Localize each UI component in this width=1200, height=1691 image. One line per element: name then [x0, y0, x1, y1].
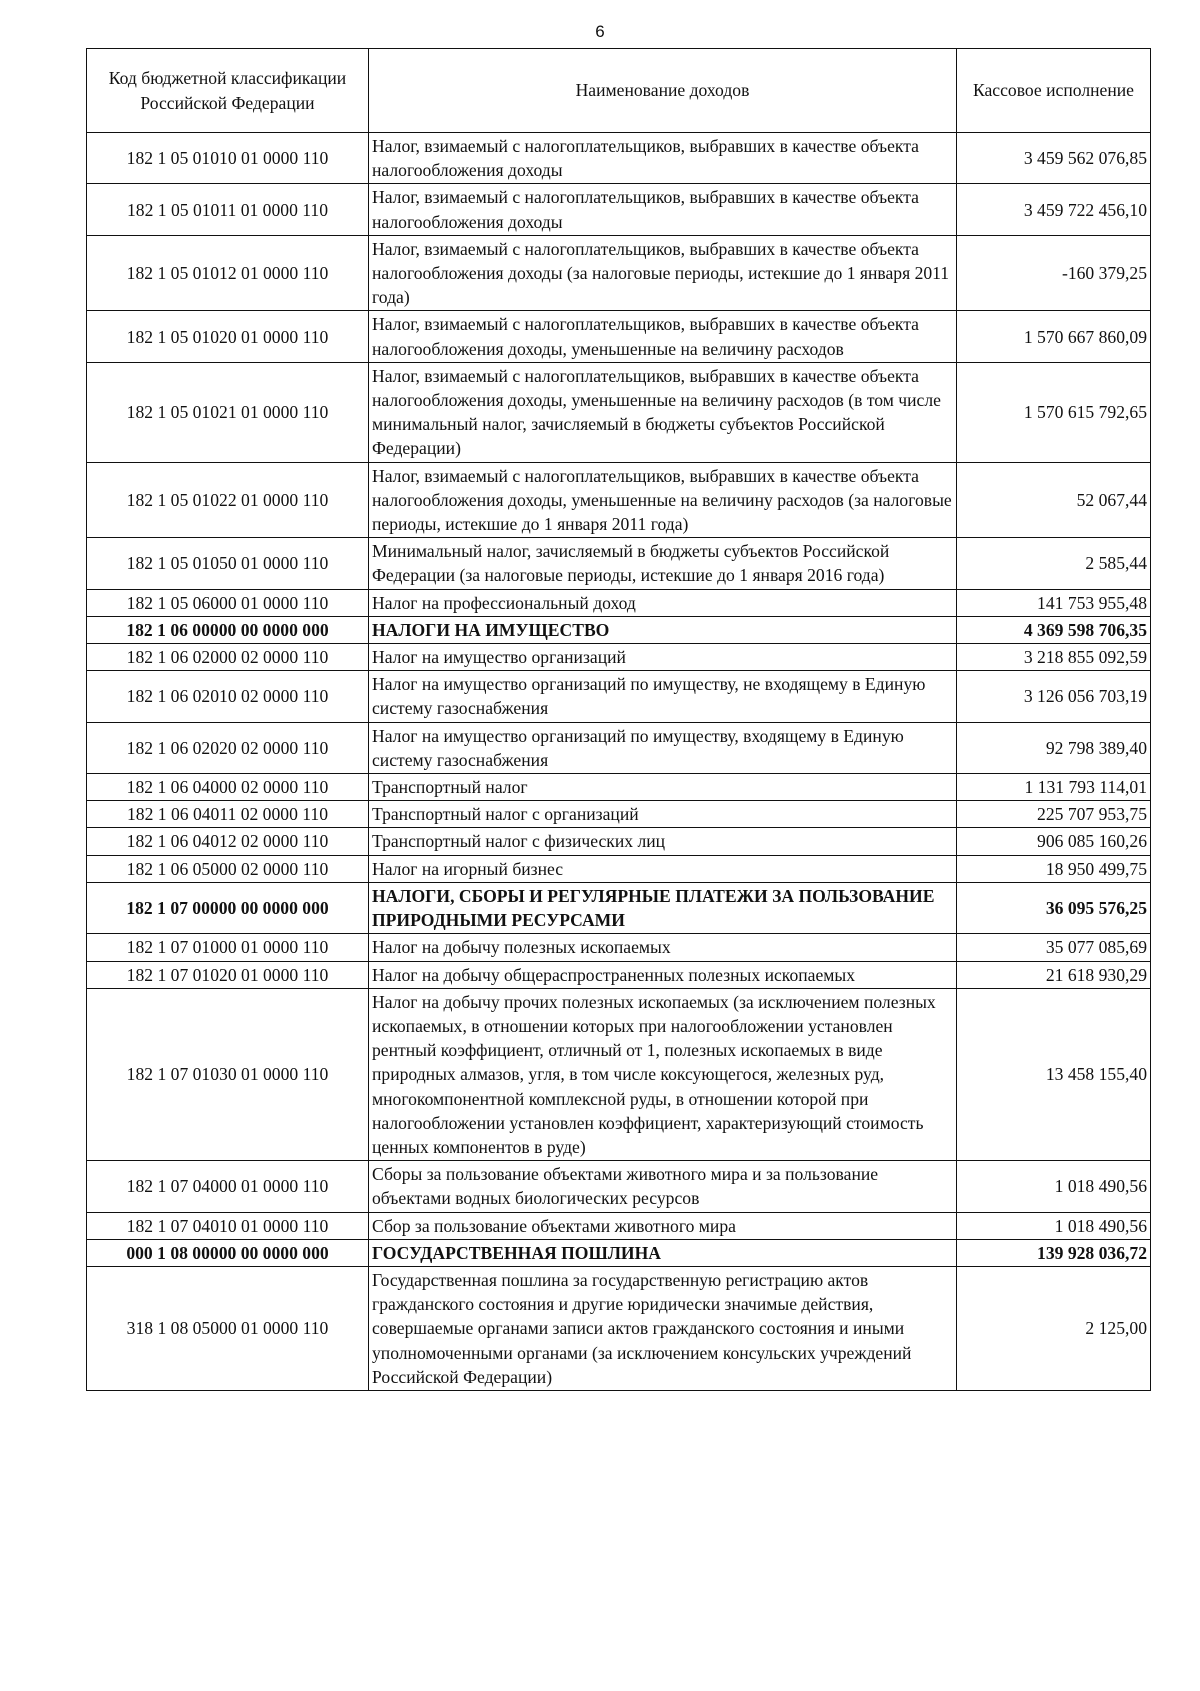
page-number: 6	[595, 22, 605, 41]
table-row	[87, 722, 1151, 773]
table-row	[87, 855, 1151, 882]
row-code: 182 1 05 01012 01 0000 110	[87, 235, 369, 311]
row-code: 182 1 07 01030 01 0000 110	[87, 988, 369, 1160]
row-code: 318 1 08 05000 01 0000 110	[87, 1266, 369, 1390]
row-code: 182 1 06 00000 00 0000 000	[87, 616, 369, 643]
row-amount: 141 753 955,48	[957, 589, 1151, 616]
table-row	[87, 1212, 1151, 1239]
row-amount: 21 618 930,29	[957, 961, 1151, 988]
row-name: Налог на профессиональный доход	[369, 589, 957, 616]
row-code: 182 1 06 04000 02 0000 110	[87, 774, 369, 801]
row-amount: 36 095 576,25	[957, 882, 1151, 933]
table-row	[87, 1266, 1151, 1390]
row-name: НАЛОГИ, СБОРЫ И РЕГУЛЯРНЫЕ ПЛАТЕЖИ ЗА ПОЛЬЗОВАНИЕ ПРИРОДНЫМИ РЕСУРСАМИ	[369, 882, 957, 933]
table-row	[87, 589, 1151, 616]
row-name: Налог, взимаемый с налогоплательщиков, выбравших в качестве объекта налогообложения доходы, уменьшенные на величину расходов	[369, 311, 957, 362]
header-code: Код бюджетной классификации Российской Федерации	[87, 49, 369, 133]
table-row	[87, 616, 1151, 643]
row-name: Налог на имущество организаций	[369, 644, 957, 671]
row-code: 182 1 05 01020 01 0000 110	[87, 311, 369, 362]
table-row	[87, 644, 1151, 671]
row-name: Транспортный налог с физических лиц	[369, 828, 957, 855]
row-amount: 92 798 389,40	[957, 722, 1151, 773]
row-code: 182 1 07 04000 01 0000 110	[87, 1161, 369, 1212]
row-amount: 1 018 490,56	[957, 1212, 1151, 1239]
row-code: 000 1 08 00000 00 0000 000	[87, 1239, 369, 1266]
row-name: Налог на имущество организаций по имуществу, входящему в Единую систему газоснабжения	[369, 722, 957, 773]
row-name: Государственная пошлина за государственную регистрацию актов гражданского состояния и другие юридически значимые действия, совершаемые органами записи актов гражданского состояния и иными уполномоченными органами (за исключением консульских учреждений Российской Федерации)	[369, 1266, 957, 1390]
row-amount: 906 085 160,26	[957, 828, 1151, 855]
row-code: 182 1 05 01022 01 0000 110	[87, 462, 369, 538]
row-name: Налог на игорный бизнес	[369, 855, 957, 882]
row-name: Налог, взимаемый с налогоплательщиков, выбравших в качестве объекта налогообложения доходы	[369, 184, 957, 235]
row-name: Транспортный налог	[369, 774, 957, 801]
row-code: 182 1 05 01010 01 0000 110	[87, 133, 369, 184]
row-code: 182 1 07 04010 01 0000 110	[87, 1212, 369, 1239]
row-amount: 139 928 036,72	[957, 1239, 1151, 1266]
row-amount: 1 570 667 860,09	[957, 311, 1151, 362]
row-amount: 13 458 155,40	[957, 988, 1151, 1160]
table-row	[87, 961, 1151, 988]
row-name: Минимальный налог, зачисляемый в бюджеты субъектов Российской Федерации (за налоговые периоды, истекшие до 1 января 2016 года)	[369, 538, 957, 589]
row-amount: 3 126 056 703,19	[957, 671, 1151, 722]
table-row	[87, 311, 1151, 362]
row-code: 182 1 05 01021 01 0000 110	[87, 362, 369, 462]
row-code: 182 1 06 02010 02 0000 110	[87, 671, 369, 722]
budget-table	[86, 48, 1151, 1391]
table-row	[87, 1239, 1151, 1266]
table-row	[87, 988, 1151, 1160]
row-name: Налог, взимаемый с налогоплательщиков, выбравших в качестве объекта налогообложения доходы, уменьшенные на величину расходов (в том числе минимальный налог, зачисляемый в бюджеты субъектов Российской Федерации)	[369, 362, 957, 462]
row-amount: 1 570 615 792,65	[957, 362, 1151, 462]
row-amount: 18 950 499,75	[957, 855, 1151, 882]
row-name: Налог на добычу прочих полезных ископаемых (за исключением полезных ископаемых, в отношении которых при налогообложении установлен рентный коэффициент, отличный от 1, полезных ископаемых в виде природных алмазов, угля, в том числе коксующегося, железных руд, многокомпонентной комплексной руды, в отношении которой при налогообложении установлен коэффициент, характеризующий стоимость ценных компонентов в руде)	[369, 988, 957, 1160]
row-amount: 2 585,44	[957, 538, 1151, 589]
table-row	[87, 133, 1151, 184]
row-name: Сбор за пользование объектами животного мира	[369, 1212, 957, 1239]
row-name: Налог, взимаемый с налогоплательщиков, выбравших в качестве объекта налогообложения доходы, уменьшенные на величину расходов (за налоговые периоды, истекшие до 1 января 2011 года)	[369, 462, 957, 538]
row-name: Налог на добычу полезных ископаемых	[369, 934, 957, 961]
table-row	[87, 774, 1151, 801]
row-code: 182 1 07 01000 01 0000 110	[87, 934, 369, 961]
table-row	[87, 362, 1151, 462]
row-amount: 2 125,00	[957, 1266, 1151, 1390]
row-name: Налог на добычу общераспространенных полезных ископаемых	[369, 961, 957, 988]
budget-document	[86, 48, 1150, 1391]
row-amount: 3 218 855 092,59	[957, 644, 1151, 671]
table-row	[87, 1161, 1151, 1212]
row-amount: 4 369 598 706,35	[957, 616, 1151, 643]
row-name: Налог, взимаемый с налогоплательщиков, выбравших в качестве объекта налогообложения доходы (за налоговые периоды, истекшие до 1 января 2011 года)	[369, 235, 957, 311]
row-code: 182 1 06 02020 02 0000 110	[87, 722, 369, 773]
row-name: Сборы за пользование объектами животного мира и за пользование объектами водных биологических ресурсов	[369, 1161, 957, 1212]
row-amount: 35 077 085,69	[957, 934, 1151, 961]
row-code: 182 1 05 06000 01 0000 110	[87, 589, 369, 616]
row-name: Налог на имущество организаций по имуществу, не входящему в Единую систему газоснабжения	[369, 671, 957, 722]
table-row	[87, 671, 1151, 722]
table-row	[87, 184, 1151, 235]
header-amount: Кассовое исполнение	[957, 49, 1151, 133]
row-amount: -160 379,25	[957, 235, 1151, 311]
table-row	[87, 801, 1151, 828]
row-amount: 1 018 490,56	[957, 1161, 1151, 1212]
table-row	[87, 882, 1151, 933]
table-row	[87, 538, 1151, 589]
row-code: 182 1 07 00000 00 0000 000	[87, 882, 369, 933]
table-header-row	[87, 49, 1151, 133]
table-row	[87, 235, 1151, 311]
row-amount: 3 459 722 456,10	[957, 184, 1151, 235]
row-code: 182 1 07 01020 01 0000 110	[87, 961, 369, 988]
row-amount: 1 131 793 114,01	[957, 774, 1151, 801]
table-row	[87, 462, 1151, 538]
row-name: НАЛОГИ НА ИМУЩЕСТВО	[369, 616, 957, 643]
row-amount: 52 067,44	[957, 462, 1151, 538]
row-amount: 225 707 953,75	[957, 801, 1151, 828]
row-code: 182 1 06 04012 02 0000 110	[87, 828, 369, 855]
row-code: 182 1 06 05000 02 0000 110	[87, 855, 369, 882]
row-code: 182 1 06 04011 02 0000 110	[87, 801, 369, 828]
table-row	[87, 828, 1151, 855]
row-code: 182 1 05 01050 01 0000 110	[87, 538, 369, 589]
row-amount: 3 459 562 076,85	[957, 133, 1151, 184]
row-name: ГОСУДАРСТВЕННАЯ ПОШЛИНА	[369, 1239, 957, 1266]
row-code: 182 1 06 02000 02 0000 110	[87, 644, 369, 671]
header-name: Наименование доходов	[369, 49, 957, 133]
table-body	[87, 133, 1151, 1391]
table-row	[87, 934, 1151, 961]
row-code: 182 1 05 01011 01 0000 110	[87, 184, 369, 235]
row-name: Налог, взимаемый с налогоплательщиков, выбравших в качестве объекта налогообложения доходы	[369, 133, 957, 184]
row-name: Транспортный налог с организаций	[369, 801, 957, 828]
